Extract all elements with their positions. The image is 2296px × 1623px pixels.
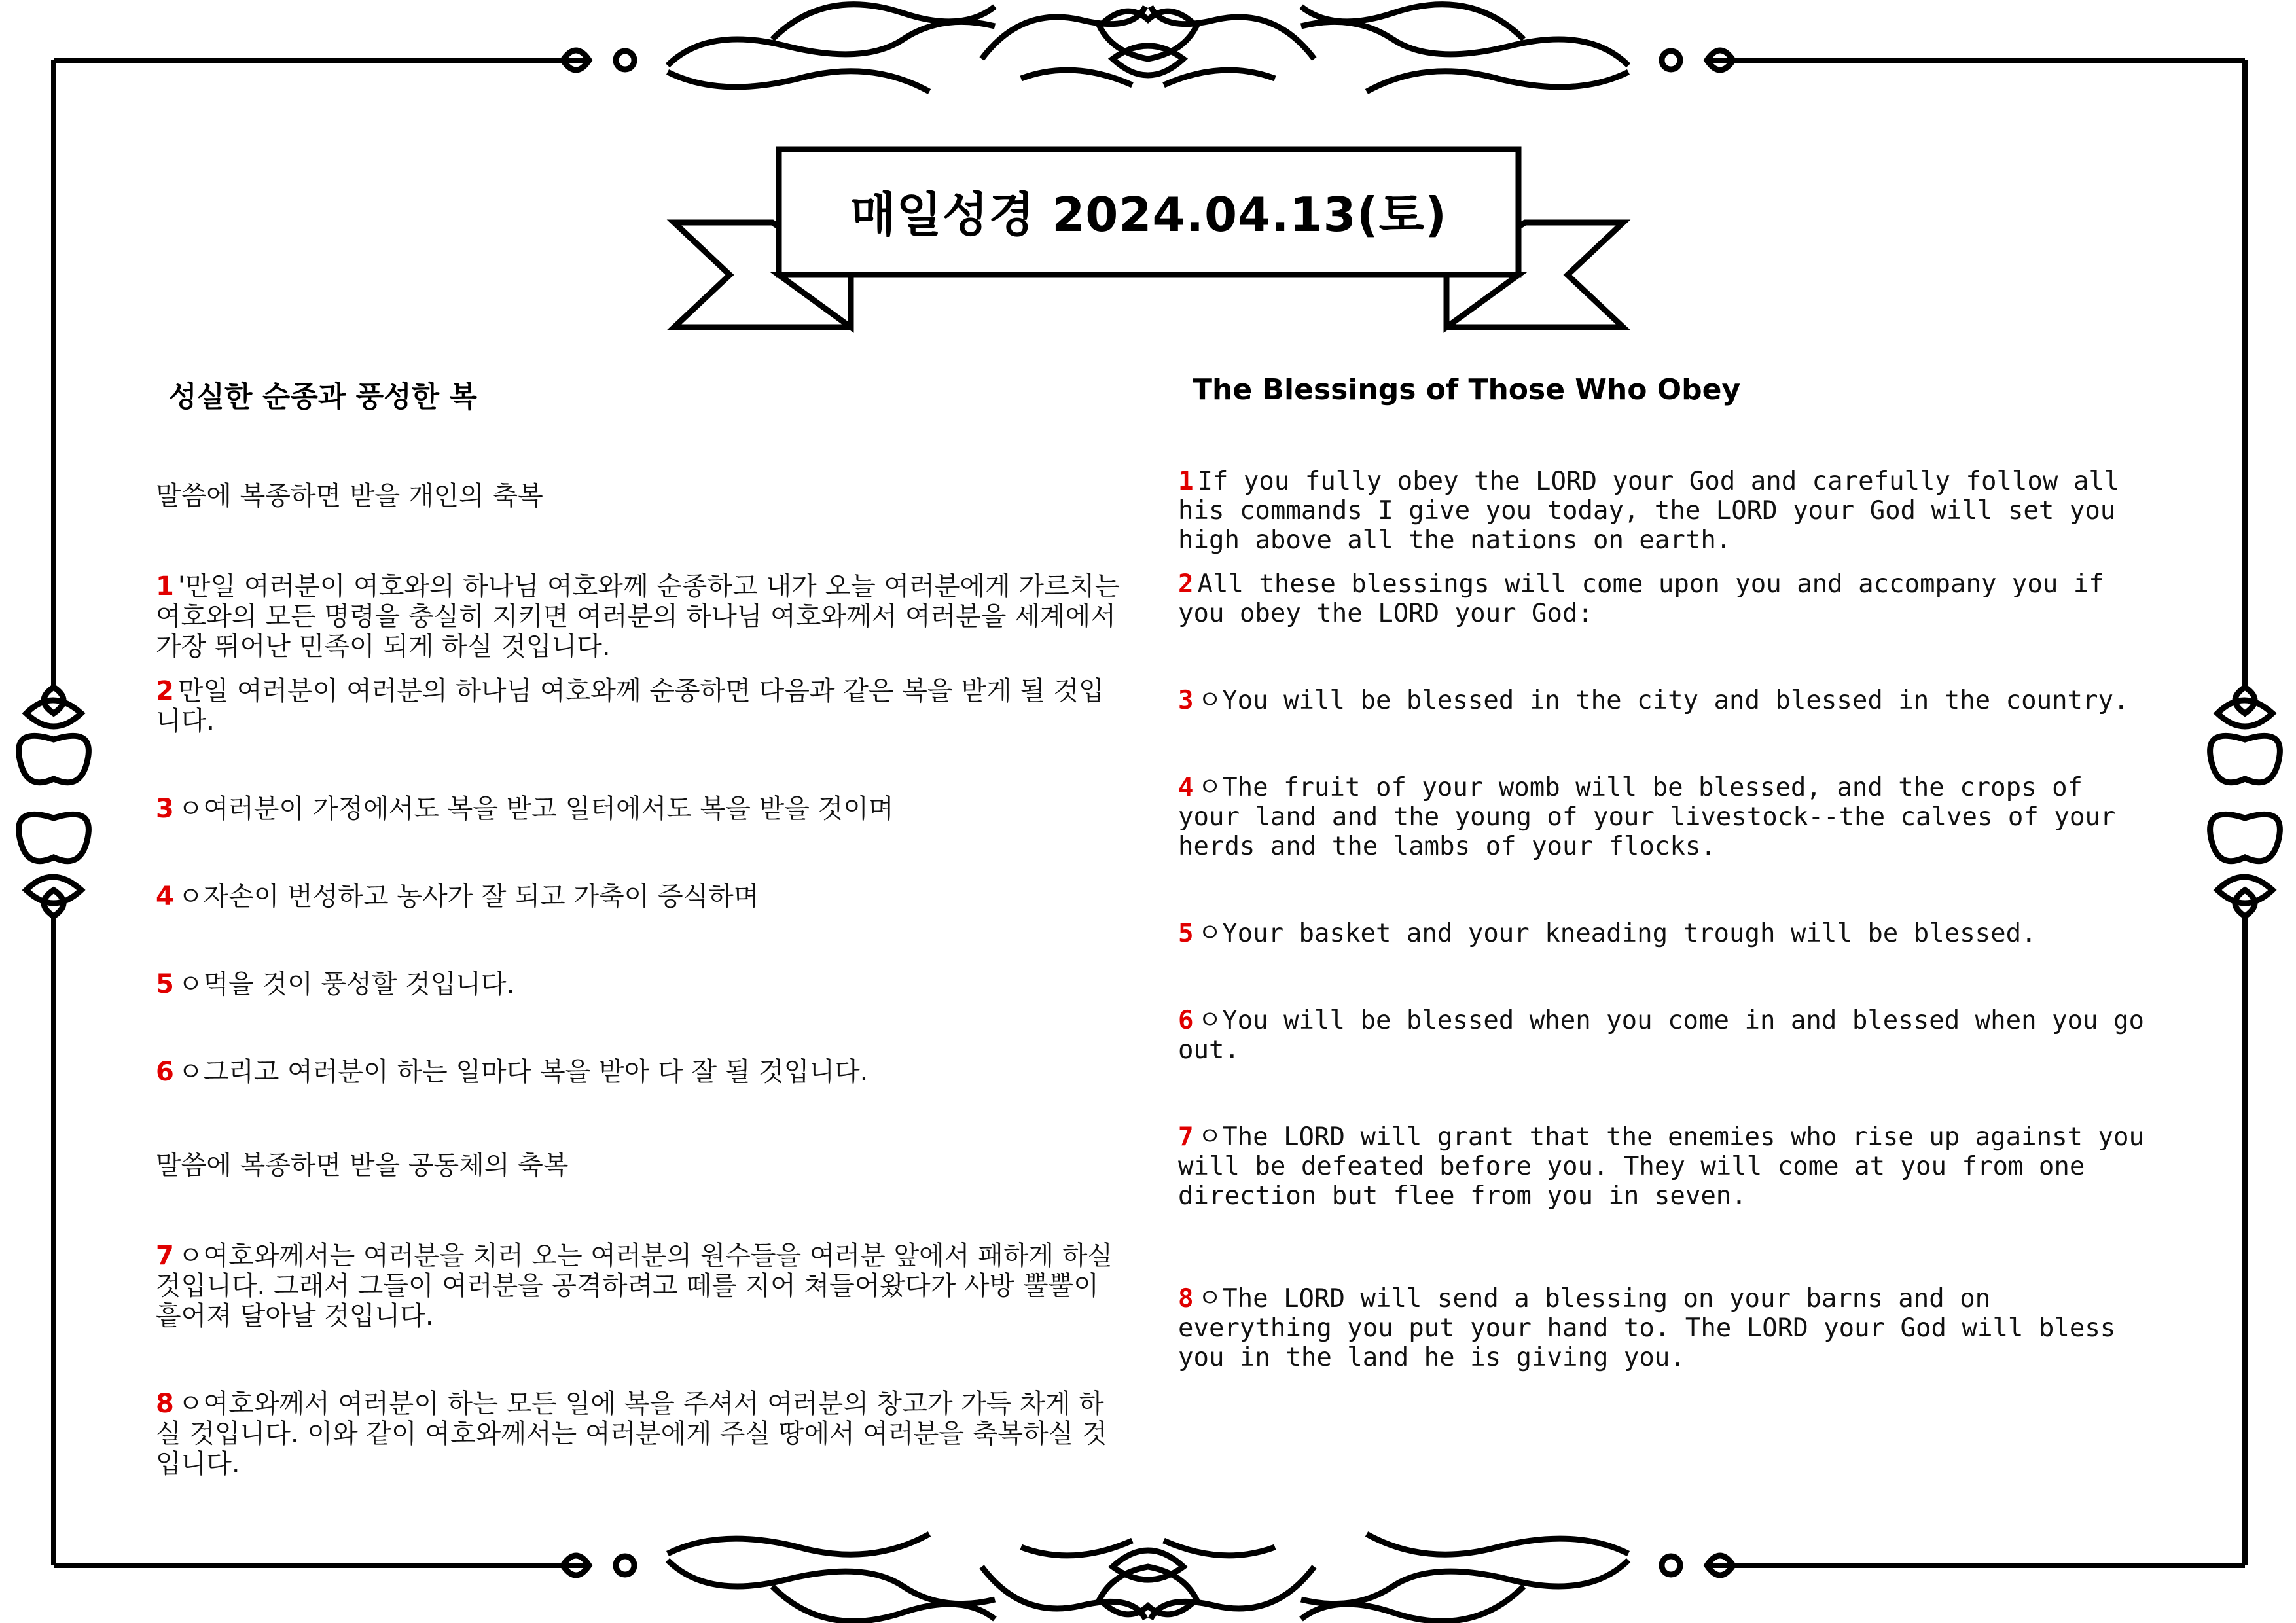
verse-text: ㅇYou will be blessed when you come in and blessed when you go out. [1178,1006,2144,1065]
english-verse-6 [1178,1006,2147,1065]
verse-text: ㅇYou will be blessed in the city and blessed in the country. [1197,686,2129,715]
verse-number: 1 [1178,467,1194,496]
verse-number: 7 [1178,1122,1194,1152]
verse-number: 1 [156,571,174,601]
verse-number: 2 [1178,569,1194,599]
verse-number: 6 [156,1057,174,1087]
verse-text: '만일 여러분이 여호와의 하나님 여호와께 순종하고 내가 오늘 여러분에게 가르치는 여호와의 모든 명령을 충실히 지키면 여러분의 하나님 여호와께서 여러분을 세계에서 가장 뛰어난 민족이 되게 하실 것입니다. [156,571,1121,662]
korean-verse-4 [156,882,1124,912]
page-title: 매일성경 2024.04.13(토) [850,187,1448,242]
english-verse-1 [1178,467,2147,555]
korean-column [156,373,1124,1479]
verse-text: ㅇ먹을 것이 풍성할 것입니다. [177,969,515,999]
english-verse-3 [1178,686,2147,715]
korean-verse-6 [156,1057,1124,1087]
verse-text: ㅇYour basket and your kneading trough will be blessed. [1197,919,2037,948]
verse-text: 만일 여러분이 여러분의 하나님 여호와께 순종하면 다음과 같은 복을 받게 될 것입니다. [156,676,1104,736]
verse-number: 3 [156,794,174,824]
verse-number: 7 [156,1241,174,1271]
english-column [1178,373,2147,1372]
english-verse-4 [1178,773,2147,861]
verse-text: ㅇThe fruit of your womb will be blessed, and the crops of your land and the young of your livestock--the calves of your herds and the lambs of your flocks. [1178,773,2116,861]
verse-text: All these blessings will come upon you and accompany you if you obey the LORD your God: [1178,569,2104,628]
verse-number: 4 [156,882,174,912]
verse-number: 5 [156,969,174,999]
top-flourish [563,5,1733,92]
verse-text: ㅇ여호와께서는 여러분을 치러 오는 여러분의 원수들을 여러분 앞에서 패하게 하실 것입니다. 그래서 그들이 여러분을 공격하려고 떼를 지어 쳐들어왔다가 사방 뿔뿔이 흩어져 달아날 것입니다. [156,1241,1113,1331]
korean-section-personal: 말씀에 복종하면 받을 개인의 축복 [156,481,543,511]
verse-text: ㅇThe LORD will grant that the enemies who rise up against you will be defeated before you. They will come at you from one direction but flee from you in seven. [1178,1122,2144,1211]
verse-text: ㅇ그리고 여러분이 하는 일마다 복을 받아 다 잘 될 것입니다. [177,1057,869,1087]
verse-number: 4 [1178,773,1194,802]
english-verse-7 [1178,1122,2147,1211]
korean-verse-7 [156,1241,1124,1331]
right-side-ornament [2210,687,2280,916]
korean-verse-8 [156,1389,1124,1479]
verse-number: 6 [1178,1006,1194,1035]
bottom-flourish [563,1534,1733,1621]
verse-text: If you fully obey the LORD your God and carefully follow all his commands I give you today, the LORD your God will set you high above all the nations on earth. [1178,467,2120,555]
korean-section-community: 말씀에 복종하면 받을 공동체의 축복 [156,1150,569,1181]
verse-number: 5 [1178,919,1194,948]
korean-verse-5 [156,969,1124,999]
english-heading: The Blessings of Those Who Obey [1193,373,1741,406]
english-verse-8 [1178,1284,2147,1372]
korean-verse-3 [156,794,1124,824]
korean-heading: 성실한 순종과 풍성한 복 [169,380,477,414]
korean-verse-2 [156,676,1124,736]
verse-text: ㅇThe LORD will send a blessing on your barns and on everything you put your hand to. The LORD your God will bless you in the land he is giving you. [1178,1284,2116,1372]
verse-text: ㅇ자손이 번성하고 농사가 잘 되고 가축이 증식하며 [177,882,759,912]
left-side-ornament [19,687,89,916]
korean-verse-1 [156,571,1124,662]
verse-number: 8 [156,1389,174,1419]
verse-number: 3 [1178,686,1194,715]
english-verse-5 [1178,919,2147,948]
verse-text: ㅇ여러분이 가정에서도 복을 받고 일터에서도 복을 받을 것이며 [177,794,894,824]
verse-number: 2 [156,676,174,706]
english-verse-2 [1178,569,2147,628]
verse-text: ㅇ여호와께서 여러분이 하는 모든 일에 복을 주셔서 여러분의 창고가 가득 차게 하실 것입니다. 이와 같이 여호와께서는 여러분에게 주실 땅에서 여러분을 축복하실 것입니다. [156,1389,1107,1479]
verse-number: 8 [1178,1284,1194,1313]
